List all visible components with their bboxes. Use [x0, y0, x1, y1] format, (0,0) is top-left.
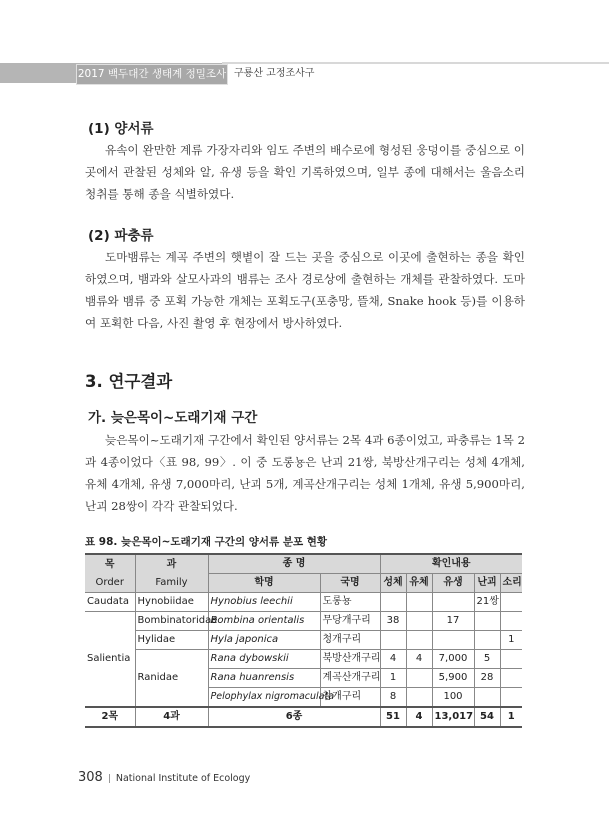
scientific-name-header: 학명: [208, 574, 320, 593]
family-header: 과 Family: [135, 554, 208, 593]
family-cell: Hylidae: [135, 631, 208, 650]
larva-cell: 17: [432, 612, 474, 631]
total-larva: 13,017: [432, 707, 474, 727]
scientific-name-cell: Hyla japonica: [208, 631, 320, 650]
egg-cell: 21쌍: [474, 593, 500, 612]
order-cell: Caudata: [85, 593, 135, 612]
egg-cell: [474, 631, 500, 650]
egg-header: 난괴: [474, 574, 500, 593]
call-cell: [500, 650, 522, 669]
total-family: 4과: [135, 707, 208, 727]
egg-cell: 5: [474, 650, 500, 669]
scientific-name-cell: Pelophylax nigromaculata: [208, 688, 320, 708]
adult-cell: 38: [380, 612, 406, 631]
total-order: 2목: [85, 707, 135, 727]
larva-cell: [432, 631, 474, 650]
scientific-name-cell: Bombina orientalis: [208, 612, 320, 631]
egg-cell: 28: [474, 669, 500, 688]
family-cell: Ranidae: [135, 650, 208, 708]
section-title: 구룡산 고정조사구: [234, 68, 315, 79]
larva-header: 유생: [432, 574, 474, 593]
total-row: [85, 707, 522, 727]
reptiles-heading: (2) 파충류: [88, 228, 154, 244]
adult-cell: 1: [380, 669, 406, 688]
scientific-name-cell: Hynobius leechii: [208, 593, 320, 612]
juvenile-header: 유체: [406, 574, 432, 593]
amphibians-text: 유속이 완만한 계류 가장자리와 임도 주변의 배수로에 형성된 웅덩이를 중심으로 이곳에서 관찰된 성체와 알, 유생 등을 확인 기록하였으며, 일부 종에 대해서는 울음소리 청취를 통해 종을 식별하였다.: [85, 143, 526, 201]
adult-cell: [380, 631, 406, 650]
korean-name-cell: 북방산개구리: [320, 650, 380, 669]
call-cell: [500, 612, 522, 631]
results-heading: 3. 연구결과: [85, 372, 173, 391]
footer-separator: |: [107, 774, 111, 784]
subsection-heading: 가. 늦은목이~도래기재 구간: [88, 410, 258, 426]
page-footer: [78, 770, 250, 785]
table-caption: 표 98. 늦은목이~도래기재 구간의 양서류 분포 현황: [85, 536, 328, 548]
adult-cell: 8: [380, 688, 406, 708]
juvenile-cell: 4: [406, 650, 432, 669]
scientific-name-cell: Rana dybowskii: [208, 650, 320, 669]
call-cell: [500, 669, 522, 688]
adult-cell: 4: [380, 650, 406, 669]
call-header: 소리: [500, 574, 522, 593]
amphibians-heading: (1) 양서류: [88, 121, 154, 137]
larva-cell: 7,000: [432, 650, 474, 669]
korean-name-cell: 청개구리: [320, 631, 380, 650]
table-row: [85, 650, 522, 669]
egg-cell: [474, 612, 500, 631]
adult-header: 성체: [380, 574, 406, 593]
adult-cell: [380, 593, 406, 612]
call-cell: [500, 593, 522, 612]
family-cell: Bombinatoridae: [135, 612, 208, 631]
juvenile-cell: [406, 612, 432, 631]
korean-name-cell: 계곡산개구리: [320, 669, 380, 688]
order-cell: Salientia: [85, 612, 135, 708]
egg-cell: [474, 688, 500, 708]
juvenile-cell: [406, 631, 432, 650]
scientific-name-cell: Rana huanrensis: [208, 669, 320, 688]
page-number: 308: [78, 770, 103, 785]
amphibian-distribution-table: [85, 553, 522, 728]
korean-name-header: 국명: [320, 574, 380, 593]
reptiles-paragraph: [85, 246, 525, 334]
korean-name-cell: 무당개구리: [320, 612, 380, 631]
report-title: 2017 백두대간 생태계 정밀조사: [76, 64, 228, 85]
table-row: [85, 593, 522, 612]
call-cell: 1: [500, 631, 522, 650]
total-species: 6종: [208, 707, 380, 727]
larva-cell: 5,900: [432, 669, 474, 688]
korean-name-cell: 도롱뇽: [320, 593, 380, 612]
amphibians-paragraph: [85, 139, 525, 205]
larva-cell: 100: [432, 688, 474, 708]
table-row: [85, 631, 522, 650]
total-egg: 54: [474, 707, 500, 727]
juvenile-cell: [406, 593, 432, 612]
total-call: 1: [500, 707, 522, 727]
juvenile-cell: [406, 688, 432, 708]
family-cell: Hynobiidae: [135, 593, 208, 612]
confirmed-header: 확인내용: [380, 554, 522, 574]
order-header: 목 Order: [85, 554, 135, 593]
total-juvenile: 4: [406, 707, 432, 727]
table-row: [85, 612, 522, 631]
total-adult: 51: [380, 707, 406, 727]
korean-name-cell: 참개구리: [320, 688, 380, 708]
larva-cell: [432, 593, 474, 612]
call-cell: [500, 688, 522, 708]
juvenile-cell: [406, 669, 432, 688]
subsection-paragraph: [85, 429, 525, 517]
header-rule: [222, 62, 609, 64]
subsection-text: 늦은목이~도래기재 구간에서 확인된 양서류는 2목 4과 6종이었고, 파충류는 1목 2과 4종이었다〈표 98, 99〉. 이 중 도롱뇽은 난괴 21쌍, 북방산개구리는 성체 4개체, 유체 4개체, 유생 7,000마리, 난괴 5개, 계곡산개구리는 성체 1개체, 유생 5,900마리, 난괴 28쌍이 각각 관찰되었다.: [85, 433, 525, 513]
reptiles-text: 도마뱀류는 계곡 주변의 햇볕이 잘 드는 곳을 중심으로 이곳에 출현하는 종을 확인하였으며, 뱀과와 살모사과의 뱀류는 조사 경로상에 출현하는 개체를 관찰하였다. 도마뱀류와 뱀류 중 포획 가능한 개체는 포획도구(포충망, 뜰채, Snake hook 등)를 이용하여 포획한 다음, 사진 촬영 후 현장에서 방사하였다.: [85, 250, 525, 330]
species-header: 종 명: [208, 554, 380, 574]
footer-organization: National Institute of Ecology: [115, 773, 251, 784]
